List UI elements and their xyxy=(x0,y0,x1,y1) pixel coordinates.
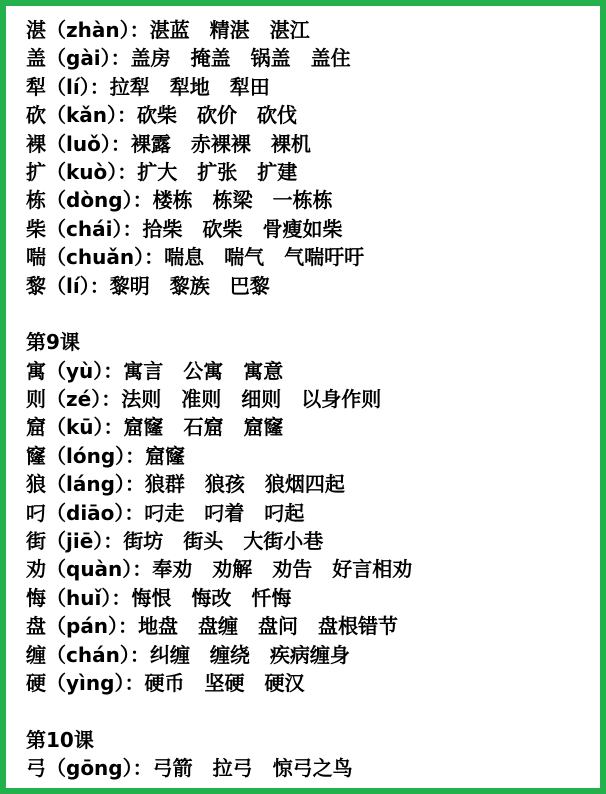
section-gap xyxy=(26,300,592,328)
entry-pinyin: （gōng）： xyxy=(46,756,153,781)
vocab-entry xyxy=(26,44,592,72)
entry-character: 栋 xyxy=(26,188,46,213)
entry-pinyin: （quàn）： xyxy=(46,557,153,582)
entry-pinyin: （chái）： xyxy=(46,216,143,241)
entry-character: 叼 xyxy=(26,500,46,525)
entry-words: 窟窿 石窟 窟窿 xyxy=(123,415,284,440)
vocab-entry xyxy=(26,555,592,583)
entry-words: 砍柴 砍价 砍伐 xyxy=(137,103,298,128)
entry-words: 拾柴 砍柴 骨瘦如柴 xyxy=(142,216,343,241)
entry-character: 窟 xyxy=(26,415,46,440)
entry-pinyin: （jiē）： xyxy=(46,529,124,554)
entry-pinyin: （chuǎn）： xyxy=(46,245,165,270)
entry-words: 楼栋 栋梁 一栋栋 xyxy=(152,188,333,213)
entry-words: 盖房 掩盖 锅盖 盖住 xyxy=(130,46,351,71)
vocab-entry xyxy=(26,442,592,470)
entry-character: 裸 xyxy=(26,131,46,156)
vocab-entry xyxy=(26,101,592,129)
vocab-entry xyxy=(26,754,592,782)
entry-character: 柴 xyxy=(26,216,46,241)
entry-character: 扩 xyxy=(26,159,46,184)
vocab-entry xyxy=(26,186,592,214)
entry-pinyin: （chán）： xyxy=(46,642,150,667)
vocab-entry xyxy=(26,73,592,101)
entry-pinyin: （pán）： xyxy=(46,614,139,639)
entry-pinyin: （yìng）： xyxy=(46,670,145,695)
entry-words: 纠缠 缠绕 疾病缠身 xyxy=(149,642,350,667)
entry-character: 狼 xyxy=(26,472,46,497)
vocab-entry xyxy=(26,357,592,385)
entry-words: 法则 准则 细则 以身作则 xyxy=(121,387,382,412)
entry-character: 缠 xyxy=(26,642,46,667)
vocab-entry xyxy=(26,272,592,300)
entry-pinyin: （láng）： xyxy=(46,472,145,497)
entry-character: 则 xyxy=(26,387,46,412)
vocab-entry xyxy=(26,215,592,243)
entry-character: 犁 xyxy=(26,74,46,99)
entry-pinyin: （lí）： xyxy=(46,74,110,99)
entry-character: 喘 xyxy=(26,245,46,270)
entry-pinyin: （gài）： xyxy=(46,46,131,71)
entry-pinyin: （huǐ）： xyxy=(46,585,132,610)
entry-pinyin: （luǒ）： xyxy=(46,131,131,156)
vocab-entry xyxy=(26,584,592,612)
entry-words: 地盘 盘缠 盘问 盘根错节 xyxy=(138,614,399,639)
vocab-entry xyxy=(26,499,592,527)
entry-pinyin: （yù）： xyxy=(46,358,124,383)
entry-character: 盘 xyxy=(26,614,46,639)
entry-pinyin: （kū）： xyxy=(46,415,124,440)
entry-words: 悔恨 悔改 忏悔 xyxy=(131,585,292,610)
lesson-heading: 第9课 xyxy=(26,330,80,355)
entry-words: 裸露 赤裸裸 裸机 xyxy=(130,131,311,156)
section-gap xyxy=(26,697,592,725)
vocabulary-list xyxy=(26,16,592,783)
entry-words: 寓言 公寓 寓意 xyxy=(123,358,284,383)
entry-character: 黎 xyxy=(26,273,46,298)
entry-pinyin: （lóng）： xyxy=(46,443,146,468)
entry-words: 硬币 坚硬 硬汉 xyxy=(144,670,305,695)
entry-pinyin: （diāo）： xyxy=(46,500,145,525)
entry-character: 盖 xyxy=(26,46,46,71)
entry-pinyin: （zhàn）： xyxy=(46,18,150,42)
entry-character: 湛 xyxy=(26,18,46,42)
lesson-heading: 第10课 xyxy=(26,727,94,752)
entry-words: 喘息 喘气 气喘吁吁 xyxy=(164,245,365,270)
entry-words: 湛蓝 精湛 湛江 xyxy=(149,18,310,42)
vocab-entry xyxy=(26,470,592,498)
vocab-entry xyxy=(26,158,592,186)
entry-character: 弓 xyxy=(26,756,46,781)
entry-words: 黎明 黎族 巴黎 xyxy=(109,273,270,298)
vocab-entry xyxy=(26,641,592,669)
entry-pinyin: （kǎn）： xyxy=(46,103,138,128)
entry-words: 窟窿 xyxy=(145,443,186,468)
entry-words: 扩大 扩张 扩建 xyxy=(137,159,298,184)
entry-words: 弓箭 拉弓 惊弓之鸟 xyxy=(152,756,353,781)
entry-character: 悔 xyxy=(26,585,46,610)
entry-words: 拉犁 犁地 犁田 xyxy=(109,74,270,99)
entry-words: 叼走 叼着 叼起 xyxy=(144,500,305,525)
vocab-entry xyxy=(26,130,592,158)
entry-character: 砍 xyxy=(26,103,46,128)
entry-words: 奉劝 劝解 劝告 好言相劝 xyxy=(152,557,413,582)
entry-character: 寓 xyxy=(26,358,46,383)
entry-character: 街 xyxy=(26,529,46,554)
entry-character: 硬 xyxy=(26,670,46,695)
vocab-entry xyxy=(26,243,592,271)
entry-pinyin: （kuò）： xyxy=(46,159,138,184)
vocab-entry xyxy=(26,16,592,44)
entry-words: 狼群 狼孩 狼烟四起 xyxy=(144,472,345,497)
vocab-entry xyxy=(26,612,592,640)
entry-pinyin: （zé）： xyxy=(46,387,122,412)
vocab-entry xyxy=(26,527,592,555)
entry-pinyin: （lí）： xyxy=(46,273,110,298)
vocab-entry xyxy=(26,669,592,697)
vocab-entry xyxy=(26,413,592,441)
entry-words: 街坊 街头 大街小巷 xyxy=(123,529,324,554)
entry-character: 劝 xyxy=(26,557,46,582)
vocab-entry xyxy=(26,385,592,413)
entry-character: 窿 xyxy=(26,443,46,468)
entry-pinyin: （dòng）： xyxy=(46,188,153,213)
